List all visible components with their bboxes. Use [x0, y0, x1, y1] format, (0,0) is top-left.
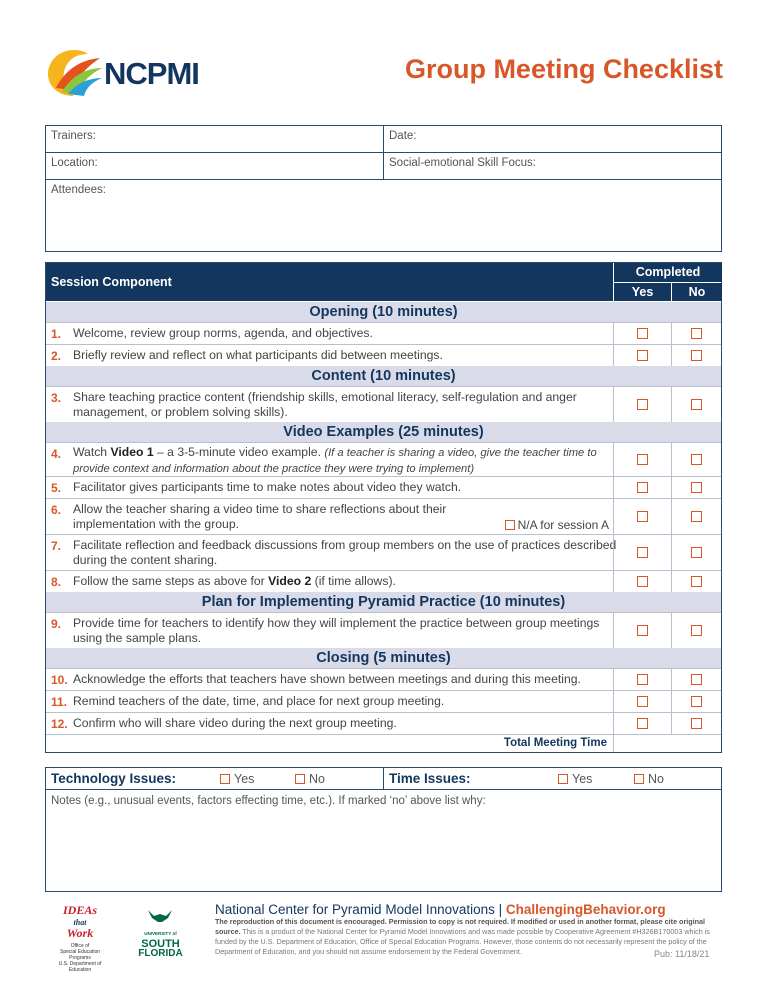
checkbox-no[interactable]: [691, 511, 702, 522]
checkbox-yes[interactable]: [637, 547, 648, 558]
table-header-no: No: [671, 283, 722, 301]
checkbox-yes[interactable]: [637, 511, 648, 522]
checkbox-icon[interactable]: [558, 774, 568, 784]
total-meeting-time-label: Total Meeting Time: [503, 737, 607, 749]
table-row: 10. Acknowledge the efforts that teachers have shown between meetings and during this meeting.: [46, 668, 721, 690]
org-line: National Center for Pyramid Model Innovations | ChallengingBehavior.org: [215, 902, 666, 917]
table-header-yes: Yes: [613, 283, 671, 301]
checkbox-yes[interactable]: [637, 399, 648, 410]
checklist-table: [45, 262, 722, 753]
checkbox-no[interactable]: [691, 674, 702, 685]
checkbox-yes[interactable]: [637, 674, 648, 685]
page-title: Group Meeting Checklist: [404, 54, 723, 84]
usf-logo: UNIVERSITY of SOUTH FLORIDA: [138, 908, 183, 959]
checkbox-no[interactable]: [691, 454, 702, 465]
legal-text: The reproduction of this document is encouraged. Permission to copy is not required. If modified or used in another format, please cite original source. This is a product of the National Center for Pyramid Model Innovations and was made possible by Cooperative Agreement #H326B170003 which is funded by the U.S. Department of Education, Office of Special Education Programs. However, those contents do not necessarily represent the policy of the Department of Education, and you should not assume endorsement by the Federal Government.: [215, 917, 710, 956]
table-row: 5. Facilitator gives participants time to make notes about video they watch.: [46, 476, 721, 498]
checkbox-yes[interactable]: [637, 718, 648, 729]
section-opening: Opening (10 minutes): [46, 302, 721, 322]
na-session-a[interactable]: N/A for session A: [505, 518, 609, 532]
table-header-component: Session Component: [46, 263, 613, 301]
table-row: 8. Follow the same steps as above for Video 2 (if time allows).: [46, 570, 721, 592]
checkbox-no[interactable]: [691, 399, 702, 410]
checkbox-yes[interactable]: [637, 625, 648, 636]
checkbox-na[interactable]: [505, 520, 515, 530]
technology-issues-label: Technology Issues:: [51, 771, 177, 786]
ncpmi-logo-text: NCPMI: [104, 56, 199, 91]
org-name: National Center for Pyramid Model Innovations: [215, 902, 495, 917]
checkbox-no[interactable]: [691, 576, 702, 587]
technology-yes-option[interactable]: Yes: [220, 772, 254, 786]
checkbox-icon[interactable]: [295, 774, 305, 784]
checkbox-yes[interactable]: [637, 696, 648, 707]
section-video-examples: Video Examples (25 minutes): [46, 422, 721, 442]
checkbox-yes[interactable]: [637, 328, 648, 339]
section-content: Content (10 minutes): [46, 366, 721, 386]
date-field[interactable]: Date:: [389, 130, 417, 142]
table-row: 2. Briefly review and reflect on what participants did between meetings.: [46, 344, 721, 366]
time-yes-option[interactable]: Yes: [558, 772, 592, 786]
table-row: 1. Welcome, review group norms, agenda, and objectives.: [46, 322, 721, 344]
skill-focus-field[interactable]: Social-emotional Skill Focus:: [389, 157, 537, 169]
trainers-field[interactable]: Trainers:: [51, 130, 96, 142]
checkbox-no[interactable]: [691, 696, 702, 707]
checkbox-icon[interactable]: [220, 774, 230, 784]
checkbox-no[interactable]: [691, 625, 702, 636]
time-no-option[interactable]: No: [634, 772, 664, 786]
technology-no-option[interactable]: No: [295, 772, 325, 786]
ideas-that-work-logo: IDEAs that Work Office of Special Education Programs U.S. Department of Education: [58, 903, 102, 973]
checkbox-icon[interactable]: [634, 774, 644, 784]
notes-field[interactable]: Notes (e.g., unusual events, factors effecting time, etc.). If marked ‘no’ above list why:: [51, 795, 486, 807]
checkbox-yes[interactable]: [637, 576, 648, 587]
checkbox-yes[interactable]: [637, 350, 648, 361]
table-row: 12. Confirm who will share video during the next group meeting.: [46, 712, 721, 734]
table-row: 11. Remind teachers of the date, time, and place for next group meeting.: [46, 690, 721, 712]
checkbox-no[interactable]: [691, 350, 702, 361]
ncpmi-logo-icon: [44, 46, 104, 98]
checkbox-yes[interactable]: [637, 454, 648, 465]
checkbox-yes[interactable]: [637, 482, 648, 493]
time-issues-label: Time Issues:: [389, 771, 471, 786]
attendees-field[interactable]: Attendees:: [51, 184, 106, 196]
pub-date: Pub: 11/18/21: [654, 949, 710, 959]
location-field[interactable]: Location:: [51, 157, 98, 169]
table-row: 7. Facilitate reflection and feedback discussions from group members on the use of practices described during the content sharing.: [46, 534, 721, 570]
info-box: [45, 125, 722, 252]
section-plan: Plan for Implementing Pyramid Practice (10 minutes): [46, 592, 721, 612]
checkbox-no[interactable]: [691, 547, 702, 558]
bull-icon: [138, 908, 183, 924]
total-meeting-time-field[interactable]: [613, 735, 722, 752]
issues-box: [45, 767, 722, 892]
checkbox-no[interactable]: [691, 328, 702, 339]
table-header-completed: Completed: [613, 263, 722, 282]
section-closing: Closing (5 minutes): [46, 648, 721, 668]
table-row: 9. Provide time for teachers to identify how they will implement the practice between group meetings using the sample plans.: [46, 612, 721, 648]
website-link[interactable]: ChallengingBehavior.org: [505, 902, 666, 917]
table-row: 6. Allow the teacher sharing a video time to share reflections about their implementation with the group. N/A for session A: [46, 498, 721, 534]
total-row: [46, 734, 721, 752]
checkbox-no[interactable]: [691, 718, 702, 729]
table-row: 3. Share teaching practice content (friendship skills, emotional literacy, self-regulation and anger management, or problem solving skills).: [46, 386, 721, 422]
table-row: 4. Watch Video 1 – a 3-5-minute video example. (If a teacher is sharing a video, give the teacher time to provide context and information about the practice they were trying to implement): [46, 442, 721, 476]
checkbox-no[interactable]: [691, 482, 702, 493]
